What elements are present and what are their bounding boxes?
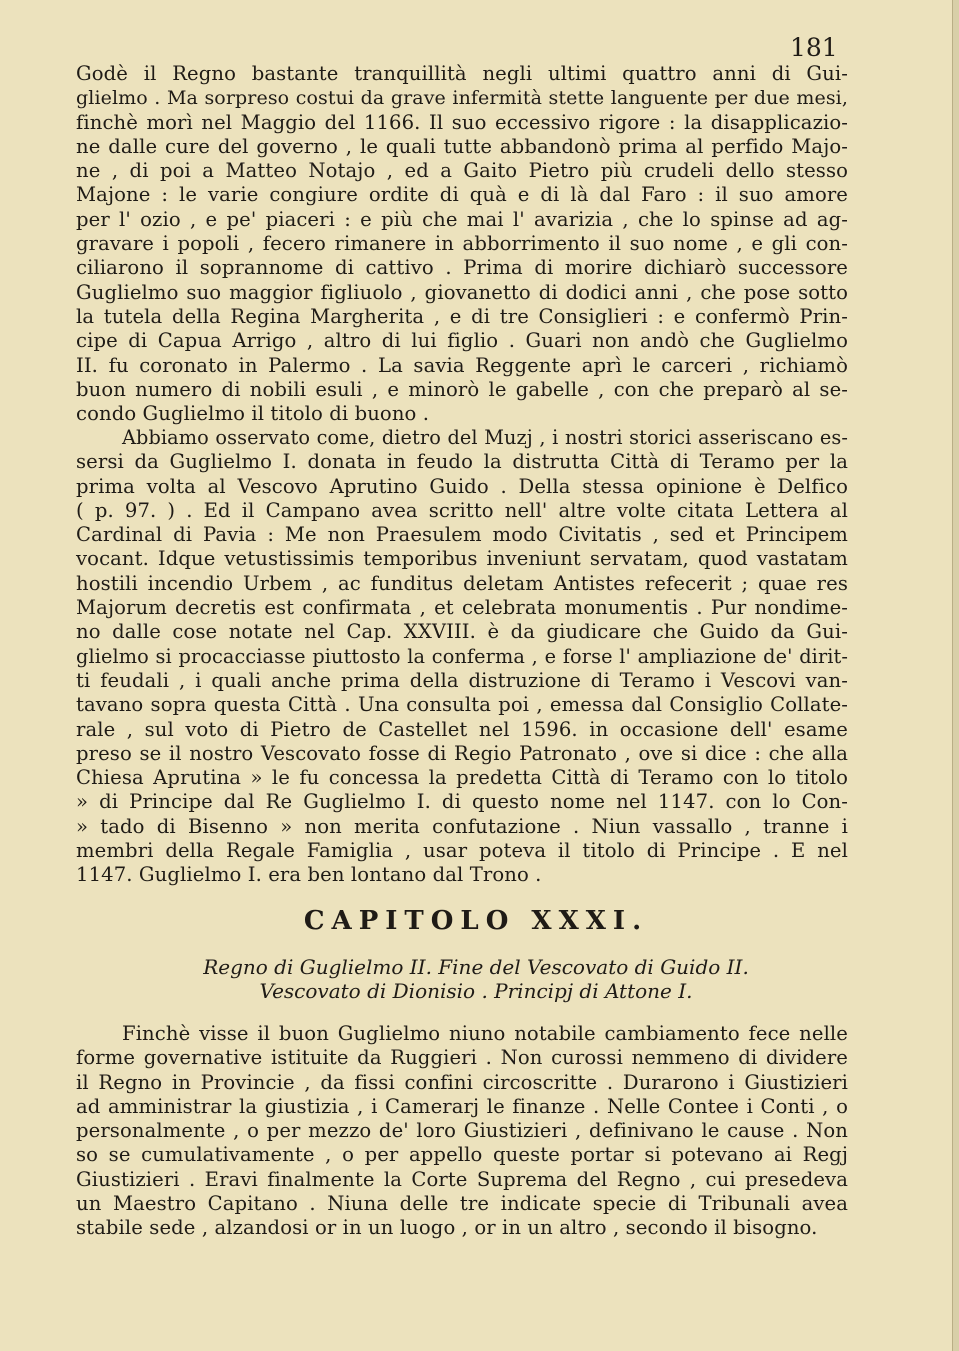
paragraph-reign-of-william-i <box>76 62 848 426</box>
text-line: finchè morì nel Maggio del 1166. Il suo eccessivo rigore : la disapplicazio- <box>76 110 848 134</box>
text-line: ne dalle cure del governo , le quali tutte abbandonò prima al perfido Majo- <box>76 134 848 158</box>
text-line: forme governative istituite da Ruggieri . Non curossi nemmeno di dividere <box>76 1046 848 1070</box>
page-edge <box>952 0 959 1351</box>
text-line: ti feudali , i quali anche prima della distruzione di Teramo i Vescovi van- <box>76 668 848 692</box>
paragraph-bishop-guido <box>76 426 848 888</box>
text-line: Majone : le varie congiure ordite di quà e di là dal Faro : il suo amore <box>76 183 848 207</box>
text-line: rale , sul voto di Pietro de Castellet nel 1596. in occasione dell' esame <box>76 717 848 741</box>
text-line: glielmo si procacciasse piuttosto la conferma , e forse l' ampliazione de' dirit- <box>76 644 848 668</box>
chapter-title: CAPITOLO XXXI. <box>303 906 649 936</box>
text-line: stabile sede , alzandosi or in un luogo , or in un altro , secondo il bisogno. <box>76 1216 818 1240</box>
text-line: Abbiamo osservato come, dietro del Muzj , i nostri storici asseriscano es- <box>122 426 848 449</box>
text-line: membri della Regale Famiglia , usar poteva il titolo di Principe . E nel <box>76 839 848 863</box>
text-line: cipe di Capua Arrigo , altro di lui figlio . Guari non andò che Guglielmo <box>76 329 848 353</box>
text-line: ad amministrar la giustizia , i Camerarj le finanze . Nelle Contee i Conti , o <box>76 1094 848 1118</box>
page-number: 181 <box>790 33 838 62</box>
text-line: glielmo . Ma sorpreso costui da grave infermità stette languente per due mesi, <box>76 87 848 110</box>
text-line: Majorum decretis est confirmata , et celebrata monumentis . Pur nondime- <box>76 596 848 620</box>
text-line: ne , di poi a Matteo Notajo , ed a Gaito Pietro più crudeli dello stesso <box>76 159 848 183</box>
text-line: » di Principe dal Re Guglielmo I. di questo nome nel 1147. con lo Con- <box>76 790 848 814</box>
text-line: » tado di Bisenno » non merita confutazione . Niun vassallo , tranne i <box>76 814 848 838</box>
text-line: Cardinal di Pavia : Me non Praesulem modo Civitatis , sed et Principem <box>76 523 848 547</box>
text-line: preso se il nostro Vescovato fosse di Regio Patronato , ove si dice : che alla <box>76 741 848 765</box>
text-line: per l' ozio , e pe' piaceri : e più che mai l' avarizia , che lo spinse ad ag- <box>76 207 848 231</box>
text-line: prima volta al Vescovo Aprutino Guido . Della stessa opinione è Delfico <box>76 474 848 498</box>
text-line: Giustizieri . Eravi finalmente la Corte Suprema del Regno , cui presedeva <box>76 1167 848 1191</box>
text-line: buon numero di nobili esuli , e minorò le gabelle , con che preparò al se- <box>76 377 848 401</box>
text-line: ( p. 97. ) . Ed il Campano avea scritto nell' altre volte citata Lettera al <box>76 498 848 522</box>
text-line: un Maestro Capitano . Niuna delle tre indicate specie di Tribunali avea <box>76 1192 848 1216</box>
text-line: condo Guglielmo il titolo di buono . <box>76 402 430 426</box>
text-line: tavano sopra questa Città . Una consulta poi , emessa dal Consiglio Collate- <box>76 693 848 717</box>
text-line: il Regno in Provincie , da fissi confini circoscritte . Durarono i Giustizieri <box>76 1070 848 1094</box>
text-line: gravare i popoli , fecero rimanere in abborrimento il suo nome , e gli con- <box>76 232 848 256</box>
text-line: Chiesa Aprutina » le fu concessa la predetta Città di Teramo con lo titolo <box>76 766 848 790</box>
text-line: Guglielmo suo maggior figliuolo , giovanetto di dodici anni , che pose sotto <box>76 280 848 304</box>
text-line: hostili incendio Urbem , ac funditus deletam Antistes refecerit ; quae res <box>76 571 848 595</box>
text-line: no dalle cose notate nel Cap. XXVIII. è da giudicare che Guido da Gui- <box>76 620 848 644</box>
text-line: so se cumulativamente , o per appello queste portar si potevano ai Regj <box>76 1143 848 1167</box>
text-line: ciliarono il soprannome di cattivo . Prima di morire dichiarò successore <box>76 256 848 280</box>
text-line: Godè il Regno bastante tranquillità negli ultimi quattro anni di Gui- <box>76 62 848 85</box>
text-line: sersi da Guglielmo I. donata in feudo la distrutta Città di Teramo per la <box>76 450 848 474</box>
chapter-subtitle-line: Regno di Guglielmo II. Fine del Vescovato di Guido II. <box>203 955 749 979</box>
text-line: 1147. Guglielmo I. era ben lontano dal Trono . <box>76 863 542 887</box>
text-line: Finchè visse il buon Guglielmo niuno notabile cambiamento fece nelle <box>122 1022 848 1045</box>
text-line: personalmente , o per mezzo de' loro Giustizieri , definivano le cause . Non <box>76 1119 848 1143</box>
text-line: la tutela della Regina Margherita , e di tre Consiglieri : e confermò Prin- <box>76 304 848 328</box>
paragraph-william-ii-government <box>76 1022 848 1241</box>
chapter-subtitle-line: Vescovato di Dionisio . Principj di Attone I. <box>259 979 693 1003</box>
chapter-subtitle <box>0 955 952 1003</box>
text-line: II. fu coronato in Palermo . La savia Reggente aprì le carceri , richiamò <box>76 353 848 377</box>
text-line: vocant. Idque vetustissimis temporibus inveniunt servatam, quod vastatam <box>76 547 848 571</box>
